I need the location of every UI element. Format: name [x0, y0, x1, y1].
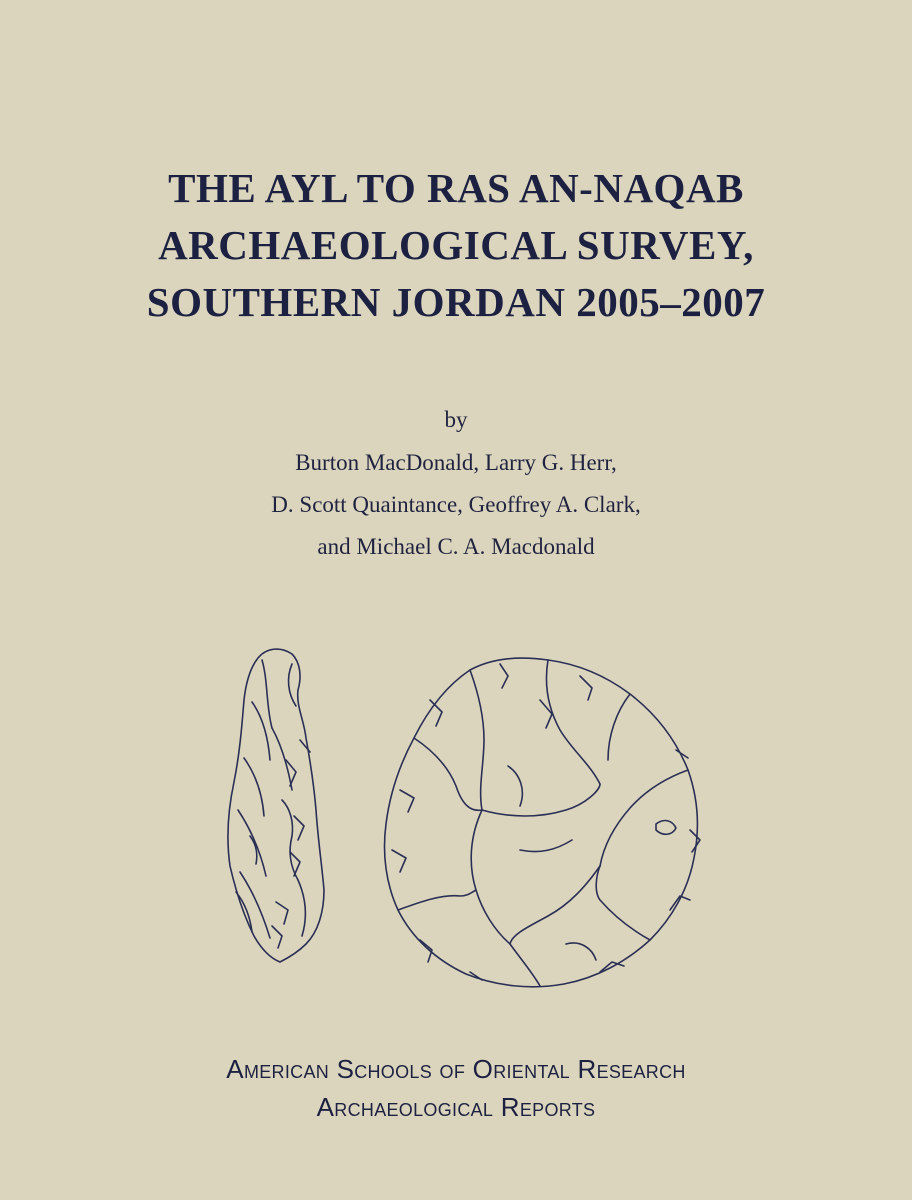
publisher-line-2: Archaeological Reports: [316, 1092, 596, 1122]
by-label: by: [444, 407, 468, 432]
blade-tool-drawing: [228, 649, 324, 962]
title-line-1: THE AYL TO RAS AN-NAQAB: [168, 165, 744, 211]
author-line-3: and Michael C. A. Macdonald: [317, 534, 595, 559]
publisher-line-1: American Schools of Oriental Research: [226, 1054, 686, 1084]
byline: [0, 398, 912, 568]
author-line-2: D. Scott Quaintance, Geoffrey A. Clark,: [271, 492, 641, 517]
title-line-3: SOUTHERN JORDAN 2005–2007: [146, 279, 766, 325]
book-title: [0, 160, 912, 331]
round-scraper-drawing: [385, 658, 701, 987]
stone-tools-illustration: [0, 640, 912, 1020]
title-line-2: ARCHAEOLOGICAL SURVEY,: [158, 222, 754, 268]
publisher: [0, 1050, 912, 1126]
author-line-1: Burton MacDonald, Larry G. Herr,: [295, 450, 617, 475]
